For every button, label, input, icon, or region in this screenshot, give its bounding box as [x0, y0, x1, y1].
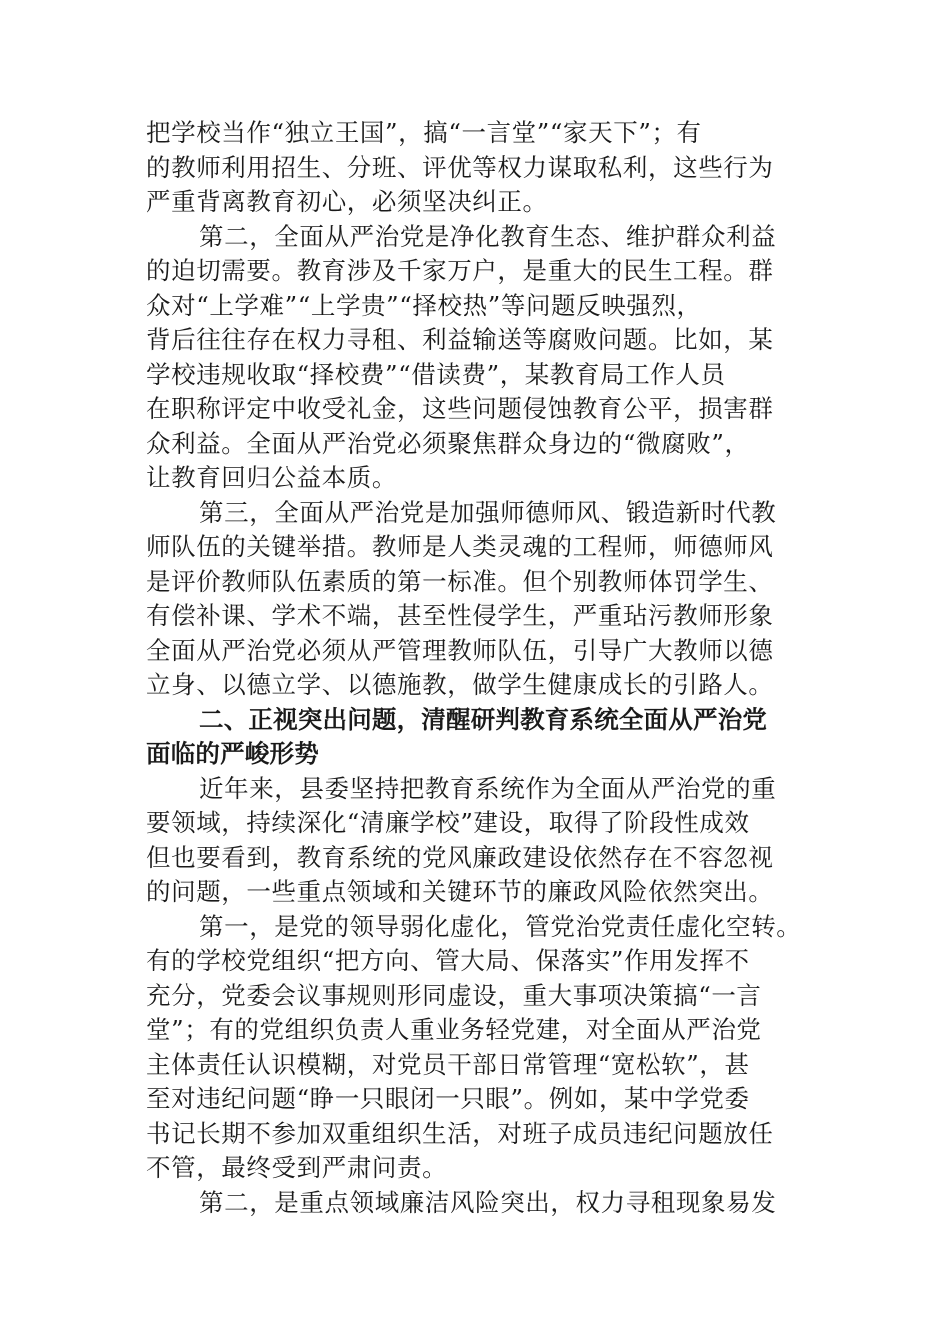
text-line: 充分，党委会议事规则形同虚设，重大事项决策搞“一言 — [146, 980, 762, 1010]
text-line: 第二，全面从严治党是净化教育生态、维护群众利益 — [199, 221, 777, 251]
text-line: 把学校当作“独立王国”，搞“一言堂”“家天下”；有 — [146, 118, 702, 147]
text-line: 但也要看到，教育系统的党风廉政建设依然存在不容忽视 — [146, 842, 774, 872]
text-line: 堂”；有的党组织负责人重业务轻党建，对全面从严治党 — [146, 1015, 762, 1044]
section-heading-line: 二、正视突出问题，清醒研判教育系统全面从严治党 — [199, 704, 768, 734]
text-line: 书记长期不参加双重组织生活，对班子成员违纪问题放任 — [146, 1118, 774, 1148]
section-heading-line: 面临的严峻形势 — [146, 739, 319, 768]
text-line: 不管，最终受到严肃问责。 — [146, 1153, 448, 1182]
text-line: 严重背离教育初心，必须坚决纠正。 — [146, 187, 548, 216]
text-line: 众利益。全面从严治党必须聚焦群众身边的“微腐败”， — [146, 428, 750, 458]
text-line: 的迫切需要。教育涉及千家万户，是重大的民生工程。群 — [146, 256, 774, 285]
text-line: 背后往往存在权力寻租、利益输送等腐败问题。比如，某 — [146, 325, 774, 354]
text-line: 是评价教师队伍素质的第一标准。但个别教师体罚学生、 — [146, 566, 774, 596]
text-line: 让教育回归公益本质。 — [146, 463, 397, 492]
text-line: 第一，是党的领导弱化虚化，管党治党责任虚化空转。 — [199, 911, 802, 941]
document-body — [146, 116, 810, 1220]
text-line: 近年来，县委坚持把教育系统作为全面从严治党的重 — [199, 773, 777, 803]
text-line: 有的学校党组织“把方向、管大局、保落实”作用发挥不 — [146, 946, 750, 975]
text-line: 主体责任认识模糊，对党员干部日常管理“宽松软”，甚 — [146, 1049, 750, 1079]
text-line: 有偿补课、学术不端，甚至性侵学生，严重玷污教师形象 — [146, 601, 774, 630]
text-line: 在职称评定中收受礼金，这些问题侵蚀教育公平，损害群 — [146, 394, 774, 423]
text-line: 第二，是重点领域廉洁风险突出，权力寻租现象易发 — [199, 1187, 777, 1217]
text-line: 众对“上学难”“上学贵”“择校热”等问题反映强烈， — [146, 290, 702, 320]
text-line: 第三，全面从严治党是加强师德师风、锻造新时代教 — [199, 497, 777, 527]
text-line: 学校违规收取“择校费”“借读费”，某教育局工作人员 — [146, 359, 726, 389]
text-line: 师队伍的关键举措。教师是人类灵魂的工程师，师德师风 — [146, 532, 774, 561]
text-line: 的教师利用招生、分班、评优等权力谋取私利，这些行为 — [146, 152, 774, 182]
text-line: 的问题，一些重点领域和关键环节的廉政风险依然突出。 — [146, 877, 774, 906]
text-line: 全面从严治党必须从严管理教师队伍，引导广大教师以德 — [146, 635, 774, 665]
text-line: 要领域，持续深化“清廉学校”建设，取得了阶段性成效 — [146, 808, 750, 837]
text-line: 立身、以德立学、以德施教，做学生健康成长的引路人。 — [146, 670, 774, 699]
text-line: 至对违纪问题“睁一只眼闭一只眼”。例如，某中学党委 — [146, 1084, 750, 1113]
